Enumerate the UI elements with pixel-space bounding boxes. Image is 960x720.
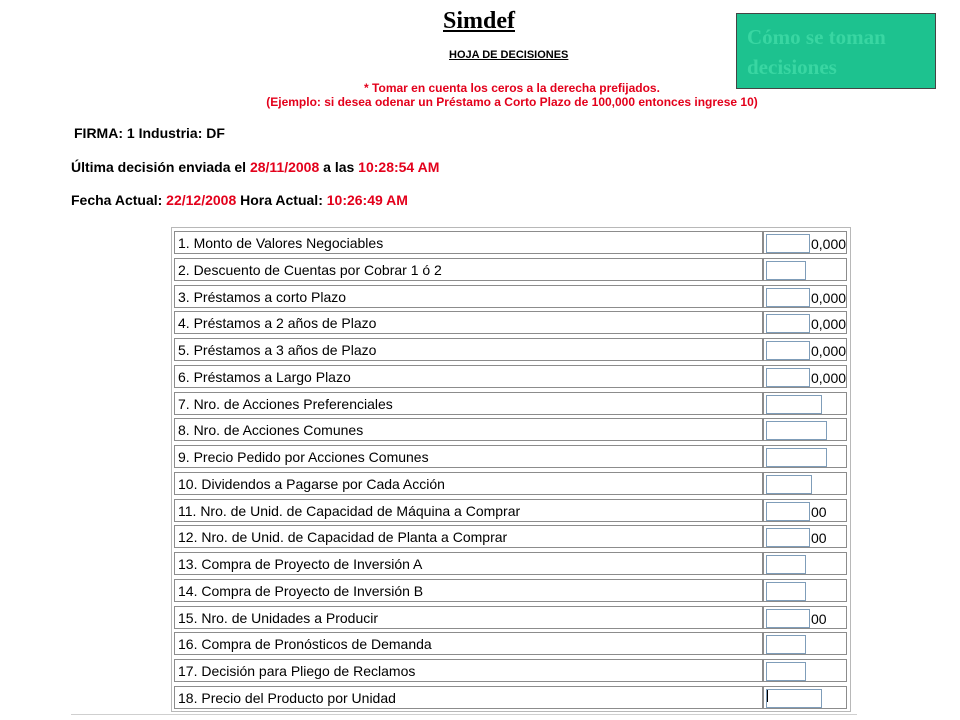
decision-label: 16. Compra de Pronósticos de Demanda xyxy=(174,632,763,655)
decision-row xyxy=(172,498,850,525)
decision-label: 14. Compra de Proyecto de Inversión B xyxy=(174,579,763,602)
decision-suffix: 00 xyxy=(811,530,827,547)
decision-suffix: 0,000 xyxy=(811,289,847,306)
decision-row xyxy=(172,605,850,632)
decision-row xyxy=(172,310,850,337)
decision-input[interactable] xyxy=(766,662,806,681)
industria-label: Industria: xyxy=(138,125,203,141)
decision-row xyxy=(172,257,850,284)
last-decision-time: 10:28:54 AM xyxy=(358,159,440,175)
decision-value-cell xyxy=(763,472,847,495)
decision-value-cell xyxy=(763,365,847,388)
decision-row xyxy=(172,471,850,498)
decision-value-cell xyxy=(763,285,847,308)
decision-label: 1. Monto de Valores Negociables xyxy=(174,231,763,254)
decision-label: 12. Nro. de Unid. de Capacidad de Planta a Comprar xyxy=(174,525,763,548)
decision-input[interactable] xyxy=(766,314,810,333)
decision-label: 15. Nro. de Unidades a Producir xyxy=(174,606,763,629)
page-subtitle: HOJA DE DECISIONES xyxy=(449,49,569,61)
decision-label: 6. Préstamos a Largo Plazo xyxy=(174,365,763,388)
decision-row xyxy=(172,230,850,257)
decision-input[interactable] xyxy=(766,288,810,307)
decision-value-cell xyxy=(763,552,847,575)
decision-value-cell xyxy=(763,606,847,629)
decision-label: 9. Precio Pedido por Acciones Comunes xyxy=(174,445,763,468)
decision-input[interactable] xyxy=(766,395,822,414)
decision-input[interactable] xyxy=(766,341,810,360)
decision-label: 17. Decisión para Pliego de Reclamos xyxy=(174,659,763,682)
text-caret xyxy=(767,690,768,702)
decision-label: 13. Compra de Proyecto de Inversión A xyxy=(174,552,763,575)
firma-line xyxy=(74,125,225,141)
decision-suffix: 0,000 xyxy=(811,343,847,359)
help-button[interactable]: Cómo se toman decisiones xyxy=(736,13,936,89)
decision-value-cell xyxy=(763,579,847,602)
decision-row xyxy=(172,417,850,444)
decision-input[interactable] xyxy=(766,689,822,708)
note-line-1: * Tomar en cuenta los ceros a la derecha prefijados. xyxy=(364,81,660,95)
decision-row xyxy=(172,551,850,578)
firma-label: FIRMA: xyxy=(74,125,123,141)
decision-label: 7. Nro. de Acciones Preferenciales xyxy=(174,392,763,415)
decision-label: 10. Dividendos a Pagarse por Cada Acción xyxy=(174,472,763,495)
current-date-value: 22/12/2008 xyxy=(166,192,237,208)
industria-value: DF xyxy=(206,125,225,141)
last-decision-prefix: Última decisión enviada el xyxy=(71,159,247,175)
decision-input[interactable] xyxy=(766,582,806,601)
decision-input[interactable] xyxy=(766,555,806,574)
decision-suffix: 00 xyxy=(811,503,827,520)
app-title: Simdef xyxy=(443,8,515,34)
decision-input[interactable] xyxy=(766,609,810,628)
decision-input[interactable] xyxy=(766,448,827,467)
decision-label: 4. Préstamos a 2 años de Plazo xyxy=(174,311,763,334)
divider xyxy=(71,714,857,715)
decision-row xyxy=(172,578,850,605)
decision-input[interactable] xyxy=(766,502,810,521)
decision-value-cell xyxy=(763,686,847,709)
decision-value-cell xyxy=(763,338,847,361)
decision-suffix: 0,000 xyxy=(811,236,847,252)
current-date-label: Fecha Actual: xyxy=(71,192,163,208)
decision-label: 3. Préstamos a corto Plazo xyxy=(174,285,763,308)
decision-input[interactable] xyxy=(766,475,812,494)
decision-row xyxy=(172,444,850,471)
decision-value-cell xyxy=(763,659,847,682)
decision-input[interactable] xyxy=(766,528,810,547)
note-line-2: (Ejemplo: si desea odenar un Préstamo a Corto Plazo de 100,000 entonces ingrese 10) xyxy=(266,95,758,109)
last-decision-line xyxy=(71,159,439,175)
decision-row xyxy=(172,631,850,658)
decision-row xyxy=(172,364,850,391)
decision-value-cell xyxy=(763,445,847,468)
decision-label: 5. Préstamos a 3 años de Plazo xyxy=(174,338,763,361)
decision-row xyxy=(172,284,850,311)
decision-input[interactable] xyxy=(766,234,810,253)
decision-value-cell xyxy=(763,632,847,655)
decisions-table xyxy=(171,227,851,712)
decision-row xyxy=(172,524,850,551)
decision-value-cell xyxy=(763,231,847,254)
decision-row xyxy=(172,685,850,712)
last-decision-date: 28/11/2008 xyxy=(249,159,320,175)
firma-value: 1 xyxy=(126,125,135,141)
decision-label: 18. Precio del Producto por Unidad xyxy=(174,686,763,709)
decision-input[interactable] xyxy=(766,635,806,654)
decision-input[interactable] xyxy=(766,368,810,387)
decision-label: 2. Descuento de Cuentas por Cobrar 1 ó 2 xyxy=(174,258,763,281)
decision-suffix: 0,000 xyxy=(811,369,847,386)
decision-value-cell xyxy=(763,311,847,334)
decision-row xyxy=(172,391,850,418)
decision-label: 11. Nro. de Unid. de Capacidad de Máquina a Comprar xyxy=(174,499,763,522)
decision-row xyxy=(172,337,850,364)
decision-row xyxy=(172,658,850,685)
decision-label: 8. Nro. de Acciones Comunes xyxy=(174,418,763,441)
decision-suffix: 0,000 xyxy=(811,316,847,333)
decision-input[interactable] xyxy=(766,421,827,440)
current-time-value: 10:26:49 AM xyxy=(326,192,408,208)
decision-input[interactable] xyxy=(766,261,806,280)
current-date-line xyxy=(71,192,408,208)
decision-value-cell xyxy=(763,525,847,548)
last-decision-mid: a las xyxy=(323,159,355,175)
decision-value-cell xyxy=(763,499,847,522)
decision-value-cell xyxy=(763,418,847,441)
decision-value-cell xyxy=(763,392,847,415)
current-time-label: Hora Actual: xyxy=(240,192,323,208)
decision-value-cell xyxy=(763,258,847,281)
decision-suffix: 00 xyxy=(811,610,827,627)
